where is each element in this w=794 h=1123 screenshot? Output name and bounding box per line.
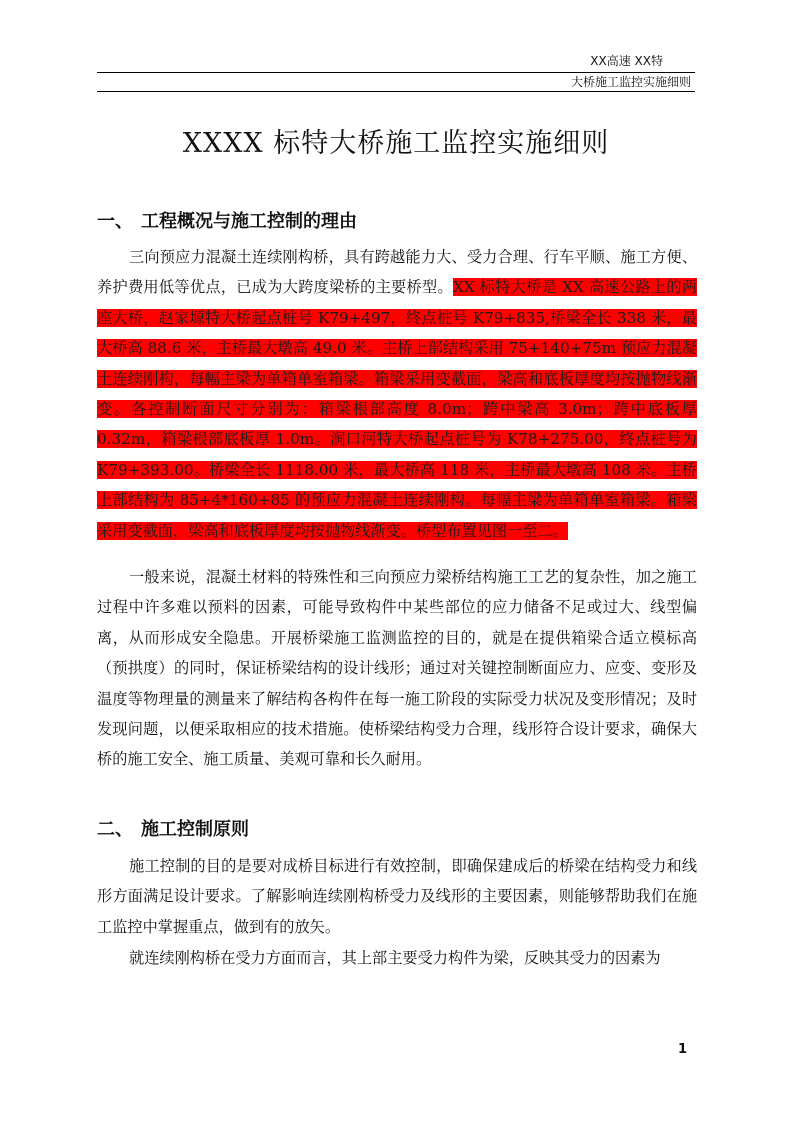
section-2-paragraph-1: 施工控制的目的是要对成桥目标进行有效控制，即确保建成后的桥梁在结构受力和线形方面满足设计要求。了解影响连续刚构桥受力及线形的主要因素，则能够帮助我们在施工监控中掌握重点，做到有的放矢。	[97, 857, 697, 936]
section-2-paragraph-2: 就连续刚构桥在受力方面而言，其上部主要受力构件为梁，反映其受力的因素为	[129, 949, 661, 967]
highlighted-text: XX 标特大桥是 XX 高速公路上的两座大桥，赵家塬特大桥起点桩号 K79+497，终点桩号 K79+835,桥梁全长 338 米，最大桥高 88.6 米，主桥最大墩高 49.0 米。主桥上部结构采用 75+140+75m 预应力混凝土连续刚构，每幅主梁为单箱单室箱梁。箱梁采用变截面，梁高和底板厚度均按抛物线渐变。各控制断面尺寸分别为：箱梁根部高度 8.0m；跨中梁高 3.0m；跨中底板厚 0.32m，箱梁根部底板厚 1.0m。涧口河特大桥起点桩号为 K78+275.00，终点桩号为 K79+393.00。桥梁全长 1118.00 米，最大桥高 118 米，主桥最大墩高 108 米。主桥上部结构为 85+4*160+85 的预应力混凝土连续刚构。每幅主梁为单箱单室箱梁。箱梁采用变截面，梁高和底板厚度均按抛物线渐变。桥型布置见图一至二。	[97, 278, 698, 540]
header-rule-bottom	[97, 91, 695, 92]
section-2-heading	[97, 817, 249, 843]
header-line-2: 大桥施工监控实施细则	[570, 75, 691, 89]
section-2-title: 施工控制原则	[141, 819, 249, 840]
section-2-number: 二、	[97, 819, 133, 840]
page-number: 1	[678, 1042, 688, 1057]
page-header	[97, 52, 695, 92]
section-1-paragraph-2: 一般来说，混凝土材料的特殊性和三向预应力梁桥结构施工工艺的复杂性，加之施工过程中许多难以预料的因素，可能导致构件中某些部位的应力储备不足或过大、线型偏离，从而形成安全隐患。开展桥梁施工监测监控的目的，就是在提供箱梁合适立模标高（预拱度）的同时，保证桥梁结构的设计线形；通过对关键控制断面应力、应变、变形及温度等物理量的测量来了解结构各构件在每一施工阶段的实际受力状况及变形情况；及时发现问题，以便采取相应的技术措施。使桥梁结构受力合理，线形符合设计要求，确保大桥的施工安全、施工质量、美观可靠和长久耐用。	[97, 568, 697, 769]
document-title: XXXX 标特大桥施工监控实施细则	[182, 128, 610, 159]
section-1-title: 工程概况与施工控制的理由	[141, 211, 357, 232]
header-line-1: XX高速 XX特	[590, 54, 663, 68]
section-1-paragraph-1	[97, 242, 697, 546]
section-1-number: 一、	[97, 211, 133, 232]
section-1-heading	[97, 209, 357, 235]
paragraph-text: 三向预应力混凝土连续刚构桥，具有跨越能力大、受力合理、行车平顺、施工方便、养护费用低等优点，已成为大跨度梁桥的主要桥型。	[97, 248, 697, 297]
